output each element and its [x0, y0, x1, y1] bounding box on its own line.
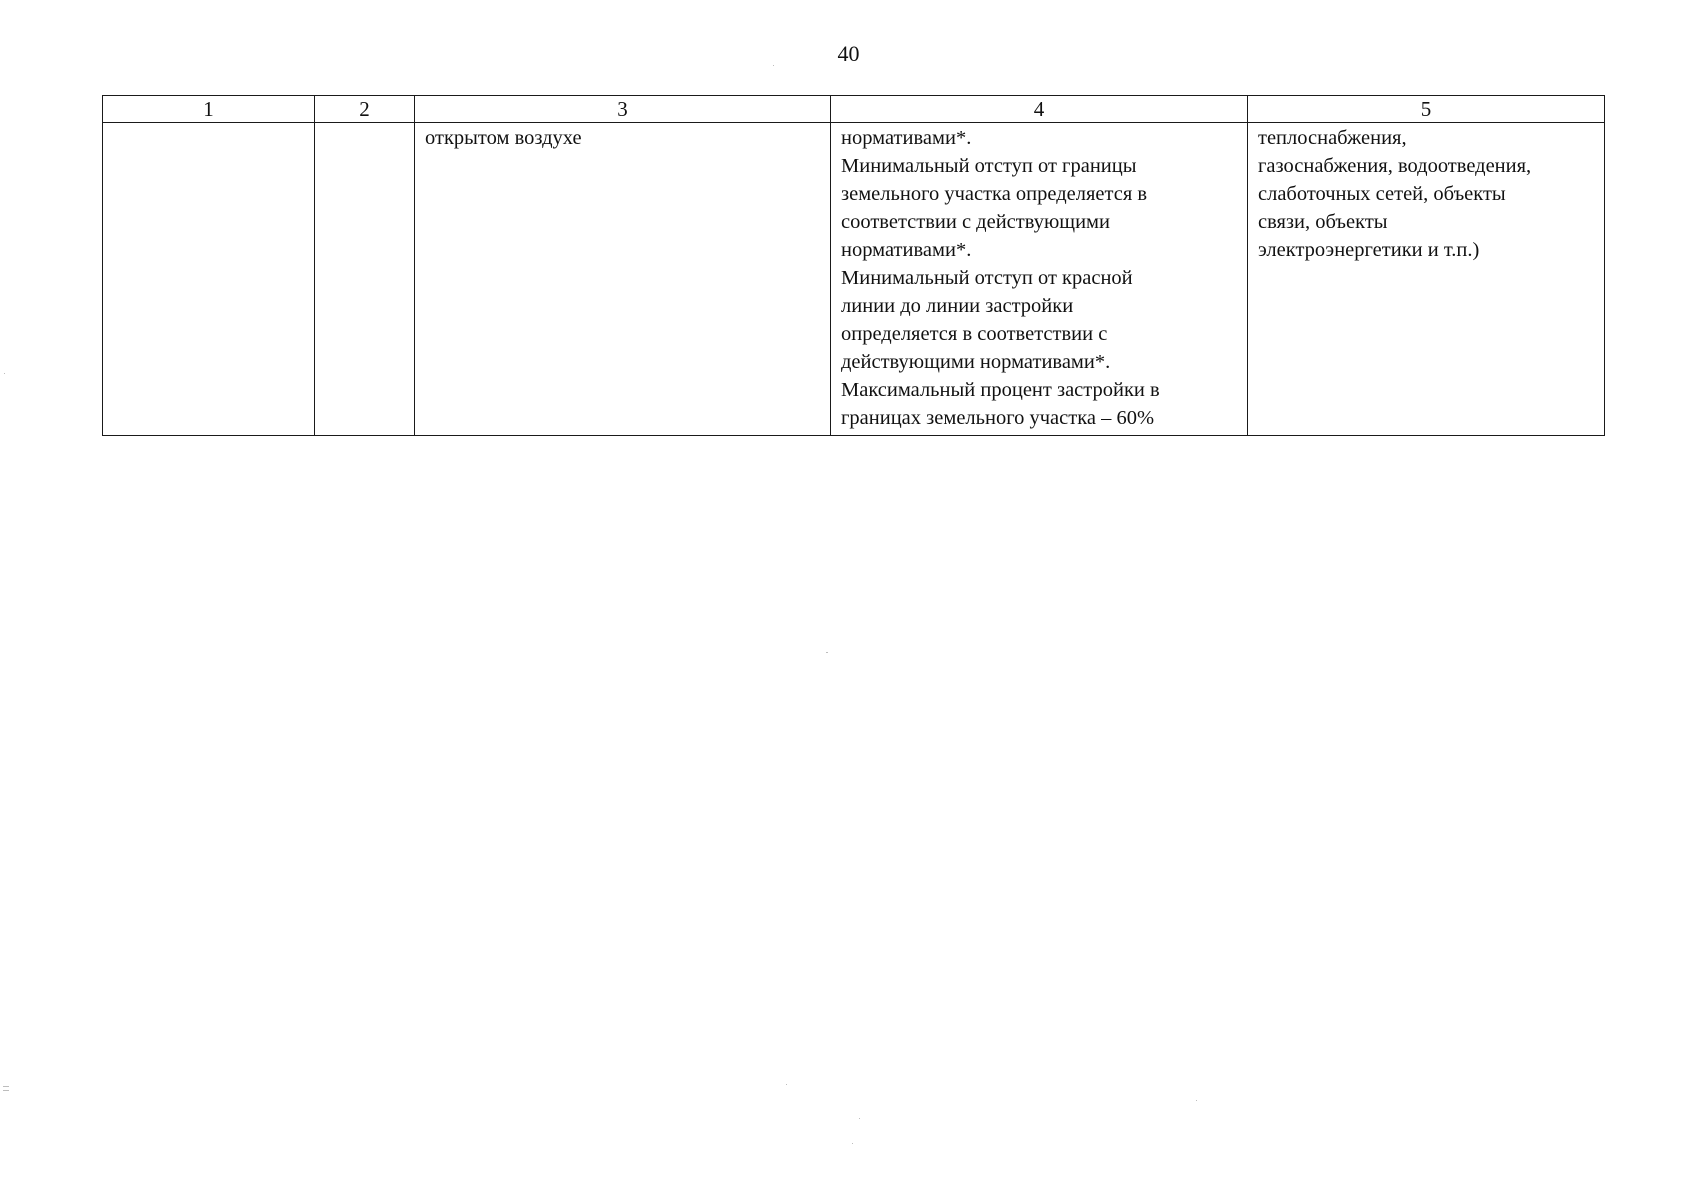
cell-col-5-line: теплоснабжения,	[1258, 127, 1407, 149]
cell-col-4-line: линии до линии застройки	[841, 295, 1074, 317]
cell-col-5-line: электроэнергетики и т.п.)	[1258, 239, 1480, 261]
scan-speck	[826, 652, 828, 653]
cell-col-4-line: Минимальный отступ от красной	[841, 267, 1133, 289]
cell-col-4-line: Максимальный процент застройки в	[841, 379, 1160, 401]
cell-col-2	[315, 123, 415, 436]
table-header-row	[103, 96, 1605, 123]
cell-col-5	[1248, 123, 1605, 436]
zoning-table	[102, 95, 1605, 436]
column-header-1: 1	[103, 96, 315, 123]
scan-speck	[773, 65, 774, 66]
page-number: 40	[837, 41, 860, 66]
cell-col-1-text	[103, 123, 314, 126]
scan-speck	[859, 1118, 860, 1119]
cell-col-2-text	[315, 123, 414, 126]
cell-col-3	[415, 123, 831, 436]
scan-speck	[4, 373, 5, 374]
cell-col-5-line: связи, объекты	[1258, 211, 1388, 233]
cell-col-5-text	[1248, 123, 1604, 266]
scan-speck	[1196, 1100, 1197, 1101]
column-header-3: 3	[415, 96, 831, 123]
column-header-5: 5	[1248, 96, 1605, 123]
cell-col-4-line: соответствии с действующими	[841, 211, 1110, 233]
cell-col-3-text	[415, 123, 830, 154]
scan-speck	[3, 1086, 9, 1087]
cell-col-4-text	[831, 123, 1247, 434]
cell-col-1	[103, 123, 315, 436]
cell-col-4-line: нормативами*.	[841, 239, 972, 261]
scan-speck	[786, 1084, 787, 1085]
cell-col-4-line: Минимальный отступ от границы	[841, 155, 1137, 177]
cell-col-4-line: нормативами*.	[841, 127, 972, 149]
scan-speck	[852, 1143, 853, 1144]
cell-col-3-line: открытом воздухе	[425, 127, 582, 149]
cell-col-5-line: слаботочных сетей, объекты	[1258, 183, 1506, 205]
column-header-2: 2	[315, 96, 415, 123]
column-header-4: 4	[831, 96, 1248, 123]
cell-col-4-line: земельного участка определяется в	[841, 183, 1148, 205]
cell-col-4-line: определяется в соответствии с	[841, 323, 1108, 345]
table-row	[103, 123, 1605, 436]
cell-col-4-line: границах земельного участка – 60%	[841, 407, 1155, 429]
cell-col-5-line: газоснабжения, водоотведения,	[1258, 155, 1532, 177]
cell-col-4	[831, 123, 1248, 436]
cell-col-4-line: действующими нормативами*.	[841, 351, 1111, 373]
scan-speck	[3, 1090, 9, 1091]
